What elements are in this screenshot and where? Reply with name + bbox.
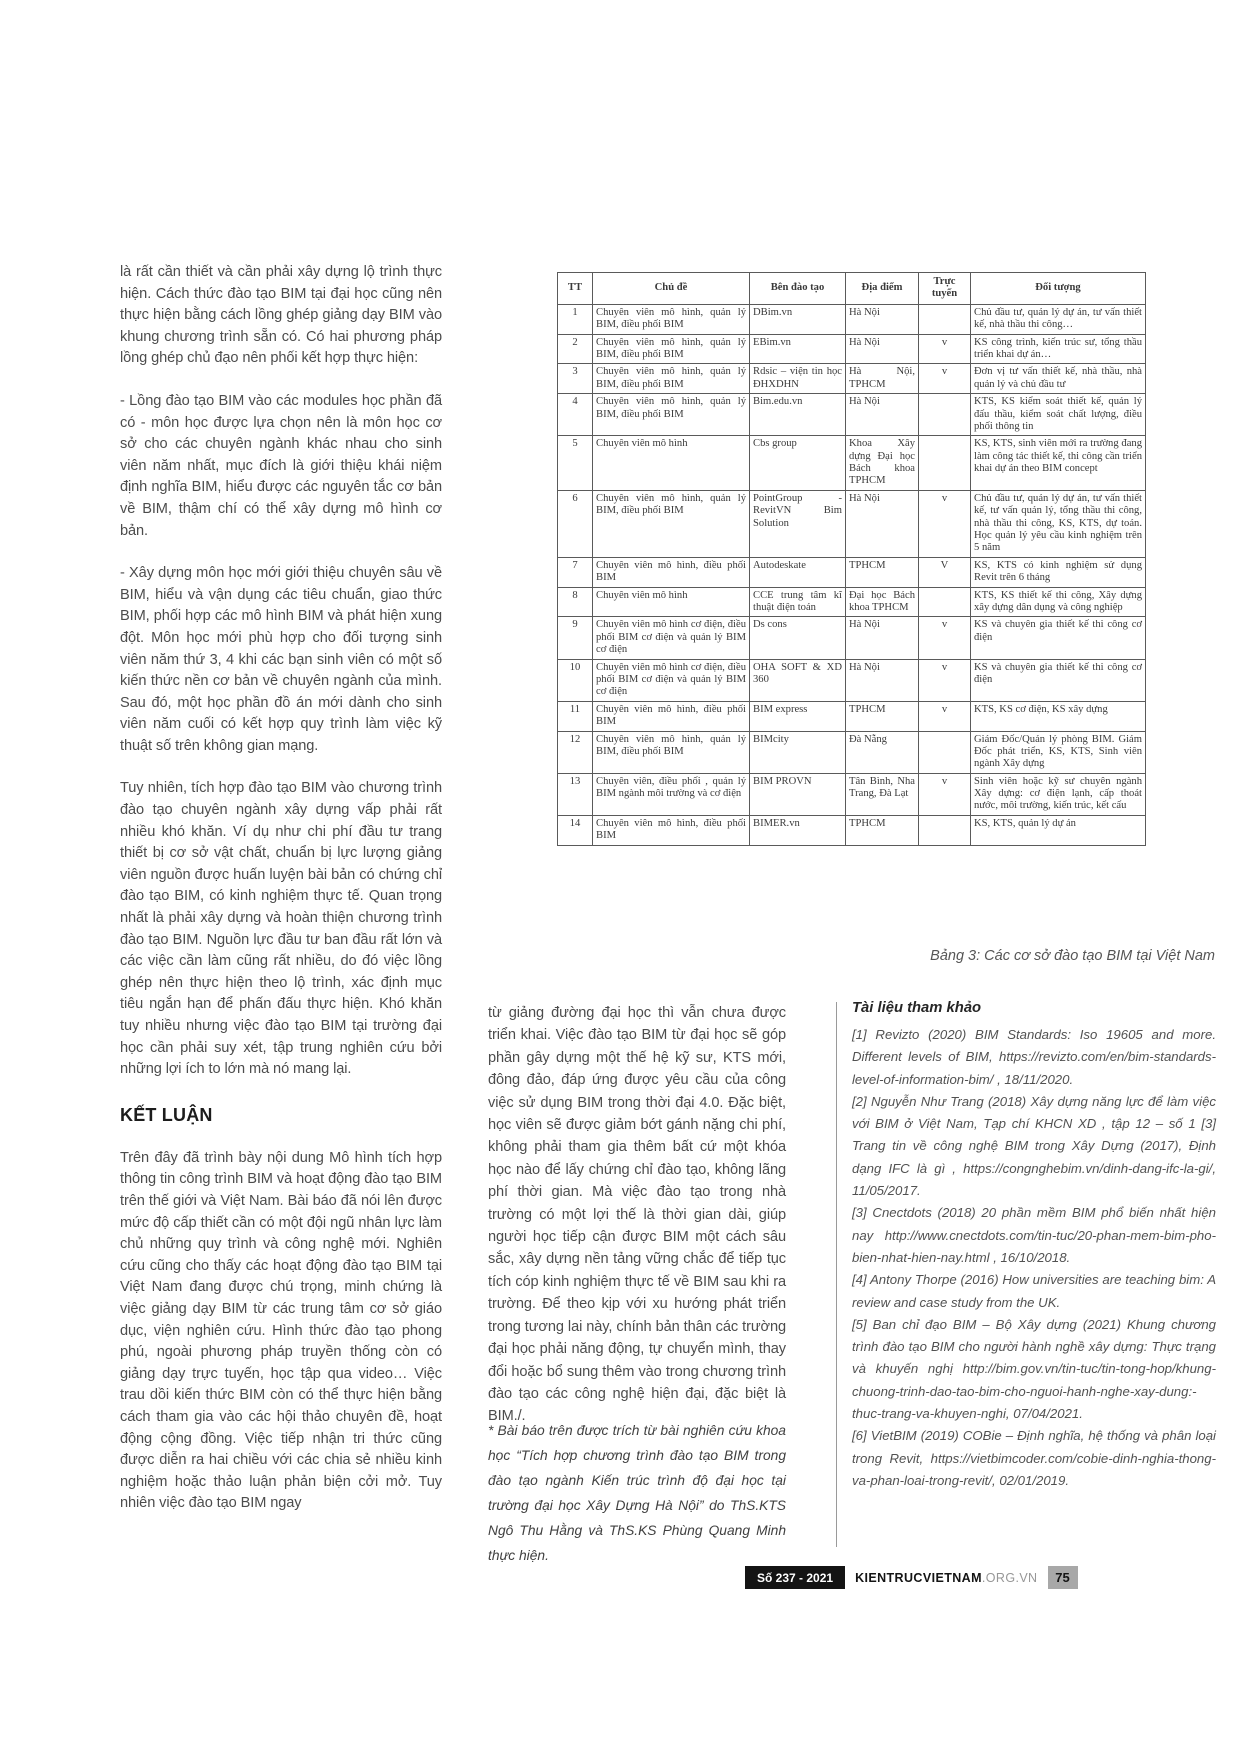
- table-cell: Khoa Xây dựng Đại học Bách khoa TPHCM: [846, 436, 919, 491]
- table-cell: Chuyên viên mô hình, điều phối BIM: [593, 557, 750, 587]
- table-cell: Chuyên viên mô hình cơ điện, điều phối BIM cơ điện và quản lý BIM cơ điện: [593, 659, 750, 701]
- table-cell: KTS, KS cơ điện, KS xây dựng: [971, 701, 1146, 731]
- table-header-cell: Địa điểm: [846, 273, 919, 305]
- table-cell: 9: [558, 617, 593, 659]
- conclusion-heading: KẾT LUẬN: [120, 1104, 213, 1125]
- table-cell: Chủ đầu tư, quản lý dự án, tư vấn thiết kế, nhà thầu thi công…: [971, 304, 1146, 334]
- body-paragraph: Tuy nhiên, tích hợp đào tạo BIM vào chương trình đào tạo chuyên ngành xây dựng vấp phải rất nhiều khó khăn. Ví dụ như chi phí đầu tư trang thiết bị cơ sở vật chất, chuẩn bị lực lượng giảng viên nguồn được huấn luyện bài bản có chứng chỉ đào tạo BIM, có kinh nghiệm thực tế. Quan trọng nhất là phải xây dựng và hoàn thiện chương trình đào tạo BIM. Nguồn lực đầu tư ban đầu rất lớn và các việc cần làm cũng rất nhiều, do đó việc lồng ghép nên thực hiện theo lộ trình, xác định mục tiêu ngắn hạn để phấn đấu thực hiện. Khó khăn tuy nhiều nhưng việc đào tạo BIM tại trường đại học cần phải suy xét, tập trung nghiên cứu bởi những lợi ích to lớn mà nó mang lại.: [120, 780, 442, 1078]
- table-caption: Bảng 3: Các cơ sở đào tạo BIM tại Việt Nam: [930, 948, 1215, 964]
- table-row: [558, 557, 1146, 587]
- table-row: [558, 334, 1146, 364]
- table-cell: KS, KTS có kinh nghiệm sử dụng Revit trên 6 tháng: [971, 557, 1146, 587]
- reference-item: [4] Antony Thorpe (2016) How universities are teaching bim: A review and case study from the UK.: [852, 1272, 1216, 1310]
- table-cell: 6: [558, 490, 593, 557]
- table-cell: KS, KTS, sinh viên mới ra trường đang làm công tác thiết kế, thi công cần triển khai dự án theo BIM concept: [971, 436, 1146, 491]
- middle-column: [488, 1002, 786, 1428]
- reference-list: [852, 1024, 1216, 1492]
- references-section: [852, 1000, 1216, 1492]
- table-cell: Hà Nội: [846, 659, 919, 701]
- table-region: [557, 272, 1145, 846]
- table-cell: OHA SOFT & XD 360: [750, 659, 846, 701]
- table-cell: Chuyên viên mô hình, quản lý BIM, điều phối BIM: [593, 490, 750, 557]
- reference-item: [6] VietBIM (2019) COBie – Định nghĩa, hệ thống và phân loại trong Revit, https://vietbimcoder.com/cobie-dinh-nghia-thong-va-phan-loai-trong-revit/, 02/01/2019.: [852, 1428, 1216, 1488]
- table-row: [558, 490, 1146, 557]
- table-cell: CCE trung tâm kĩ thuật điện toán: [750, 587, 846, 617]
- table-cell: BIMER.vn: [750, 815, 846, 845]
- table-cell: v: [919, 617, 971, 659]
- table-cell: Chuyên viên mô hình: [593, 436, 750, 491]
- body-paragraph: - Lồng đào tạo BIM vào các modules học phần đã có - môn học được lựa chọn nên là môn học cơ sở cho các chuyên ngành khác nhau cho sinh viên năm nhất, mục đích là giới thiệu khái niệm định nghĩa BIM, hiểu được các nguyên tắc cơ bản về BIM, thậm chí có thể xây dựng mô hình cơ bản.: [120, 392, 442, 539]
- table-cell: 1: [558, 304, 593, 334]
- table-cell: 5: [558, 436, 593, 491]
- table-cell: KS và chuyên gia thiết kế thi công cơ điện: [971, 659, 1146, 701]
- table-cell: KS, KTS, quản lý dự án: [971, 815, 1146, 845]
- table-cell: v: [919, 334, 971, 364]
- table-cell: 14: [558, 815, 593, 845]
- table-cell: Chuyên viên mô hình, quản lý BIM, điều phối BIM: [593, 334, 750, 364]
- left-column: [120, 262, 442, 1536]
- table-cell: Sinh viên hoặc kỹ sư chuyên ngành Xây dựng: cơ điện lạnh, cấp thoát nước, môi trường, kiến trúc, kết cấu: [971, 773, 1146, 815]
- table-row: [558, 731, 1146, 773]
- table-cell: [919, 436, 971, 491]
- page-footer: [745, 1566, 1078, 1589]
- table-row: [558, 617, 1146, 659]
- table-row: [558, 815, 1146, 845]
- table-cell: Chủ đầu tư, quản lý dự án, tư vấn thiết kế, tư vấn quản lý, tổng thầu thi công, nhà thầu thi công, KS, KTS, dự toán. Học quản lý yêu cầu kinh nghiệm trên 5 năm: [971, 490, 1146, 557]
- table-cell: Chuyên viên mô hình, quản lý BIM, điều phối BIM: [593, 304, 750, 334]
- table-cell: 2: [558, 334, 593, 364]
- site-name: [845, 1566, 1047, 1589]
- table-header-cell: Chủ đề: [593, 273, 750, 305]
- site-suffix: .ORG.VN: [981, 1570, 1038, 1585]
- table-cell: [919, 587, 971, 617]
- table-cell: Chuyên viên mô hình, quản lý BIM, điều phối BIM: [593, 731, 750, 773]
- table-cell: Hà Nội: [846, 304, 919, 334]
- table-cell: Rdsic – viện tin học ĐHXDHN: [750, 364, 846, 394]
- table-cell: KS công trình, kiến trúc sư, tổng thầu triển khai dự án…: [971, 334, 1146, 364]
- table-row: [558, 304, 1146, 334]
- table-header-cell: Đối tượng: [971, 273, 1146, 305]
- column-divider: [836, 1002, 837, 1547]
- table-cell: PointGroup - RevitVN Bim Solution: [750, 490, 846, 557]
- table-cell: 4: [558, 394, 593, 436]
- table-cell: 11: [558, 701, 593, 731]
- table-cell: 7: [558, 557, 593, 587]
- table-cell: 10: [558, 659, 593, 701]
- bim-training-table: [557, 272, 1146, 846]
- table-cell: TPHCM: [846, 557, 919, 587]
- table-row: [558, 659, 1146, 701]
- table-cell: BIM express: [750, 701, 846, 731]
- table-cell: KS và chuyên gia thiết kế thi công cơ điện: [971, 617, 1146, 659]
- reference-item: [2] Nguyễn Như Trang (2018) Xây dựng năng lực để làm việc với BIM ở Việt Nam, Tạp chí KHCN XD , tập 12 – số 1 [3] Trang tin về công nghệ BIM trong Xây Dựng (2017), Định dạng IFC là gì , https://congnghebim.vn/dinh-dang-ifc-la-gi/, 11/05/2017.: [852, 1093, 1216, 1199]
- table-cell: v: [919, 364, 971, 394]
- table-cell: TPHCM: [846, 815, 919, 845]
- table-cell: 3: [558, 364, 593, 394]
- table-cell: Chuyên viên mô hình, quản lý BIM, điều phối BIM: [593, 364, 750, 394]
- table-cell: Hà Nội: [846, 394, 919, 436]
- table-cell: 12: [558, 731, 593, 773]
- table-cell: Cbs group: [750, 436, 846, 491]
- table-header-cell: Bên đào tạo: [750, 273, 846, 305]
- table-cell: v: [919, 773, 971, 815]
- left-column-paragraphs: [120, 262, 442, 1081]
- table-cell: Hà Nội: [846, 617, 919, 659]
- table-cell: Chuyên viên mô hình, điều phối BIM: [593, 701, 750, 731]
- table-cell: v: [919, 490, 971, 557]
- table-cell: Bim.edu.vn: [750, 394, 846, 436]
- page-number: 75: [1048, 1566, 1078, 1589]
- table-cell: V: [919, 557, 971, 587]
- references-heading: Tài liệu tham khảo: [852, 1000, 982, 1016]
- table-cell: Tân Bình, Nha Trang, Đà Lạt: [846, 773, 919, 815]
- body-paragraph: - Xây dựng môn học mới giới thiệu chuyên sâu về BIM, hiểu và vận dụng các tiêu chuẩn, giao thức BIM, phối hợp các mô hình BIM và phát hiện xung đột. Môn học mới phù hợp cho đối tượng sinh viên năm thứ 3, 4 khi các bạn sinh viên có một số kiến thức nền cơ bản về chuyên ngành của mình. Sau đó, một học phần đồ án mới dành cho sinh viên năm cuối có kết hợp quy trình làm việc kỹ thuật số trên không gian mạng.: [120, 565, 442, 754]
- table-header-cell: Trực tuyến: [919, 273, 971, 305]
- table-body: [558, 304, 1146, 845]
- table-cell: Ds cons: [750, 617, 846, 659]
- table-header-row: [558, 273, 1146, 305]
- table-row: [558, 587, 1146, 617]
- table-cell: Đại học Bách khoa TPHCM: [846, 587, 919, 617]
- table-cell: v: [919, 659, 971, 701]
- reference-item: [5] Ban chỉ đạo BIM – Bộ Xây dựng (2021) Khung chương trình đào tạo BIM cho người hành nghề xây dựng: Thực trạng và khuyến nghị http://bim.gov.vn/tin-tuc/tin-tong-hop/khung-chuong-trinh-dao-tao-bim-cho-nguoi-hanh-nghe-xay-dung:-thuc-trang-va-khuyen-nghi, 07/04/2021.: [852, 1316, 1216, 1422]
- footnote: * Bài báo trên được trích từ bài nghiên cứu khoa học “Tích hợp chương trình đào tạo BIM trong đào tạo ngành Kiến trúc trình độ đại học tại trường đại học Xây Dựng Hà Nội” do ThS.KTS Ngô Thu Hằng và ThS.KS Phùng Quang Minh thực hiện.: [488, 1423, 786, 1563]
- table-cell: Autodeskate: [750, 557, 846, 587]
- middle-column-paragraph: từ giảng đường đại học thì vẫn chưa được triển khai. Việc đào tạo BIM từ đại học sẽ góp phần gây dựng một thế hệ kỹ sư, KTS mới, đông đảo, đáp ứng được yêu cầu của công việc sử dụng BIM trong thời đại 4.0. Đặc biệt, học viên sẽ được giảm bớt gánh nặng chi phí, không phải tham gia thêm bất cứ một khóa học nào để lấy chứng chỉ đào tạo, không lãng phí thời gian. Mà việc đào tạo trong nhà trường có một lợi thế là thời gian dài, giúp người học tiếp cận được BIM một cách sâu sắc, xây dựng nền tảng vững chắc để tiếp tục tích cóp kinh nghiệm thực tế về BIM sau khi ra trường. Để theo kịp với xu hướng phát triển trong tương lai này, chính bản thân các trường đại học phải năng động, tự chuyển mình, thay đổi hoặc bổ sung thêm vào trong chương trình đào tạo các công nghệ hiện đại, đặc biệt là BIM./.: [488, 1005, 786, 1425]
- table-cell: Giám Đốc/Quản lý phòng BIM. Giám Đốc phát triển, KS, KTS, Sinh viên ngành Xây dựng: [971, 731, 1146, 773]
- table-cell: 13: [558, 773, 593, 815]
- reference-item: [3] Cnectdots (2018) 20 phần mềm BIM phổ biến nhất hiện nay http://www.cnectdots.com/tin-tuc/20-phan-mem-bim-pho-bien-nhat-hien-nay.html , 16/10/2018.: [852, 1205, 1216, 1265]
- table-cell: 8: [558, 587, 593, 617]
- body-paragraph: là rất cần thiết và cần phải xây dựng lộ trình thực hiện. Cách thức đào tạo BIM tại đại học cũng nên thực hiện bằng cách lồng ghép giảng dạy BIM vào khung chương trình sẵn có. Có hai phương pháp lồng ghép chủ đạo nên phối kết hợp thực hiện:: [120, 264, 442, 367]
- issue-label: Số 237 - 2021: [745, 1566, 845, 1589]
- table-cell: [919, 731, 971, 773]
- table-cell: KTS, KS thiết kế thi công, Xây dựng xây dựng dân dụng và công nghiệp: [971, 587, 1146, 617]
- table-cell: Chuyên viên mô hình, điều phối BIM: [593, 815, 750, 845]
- table-row: [558, 394, 1146, 436]
- table-cell: Đơn vị tư vấn thiết kế, nhà thầu, nhà quản lý và chủ đầu tư: [971, 364, 1146, 394]
- table-cell: TPHCM: [846, 701, 919, 731]
- table-cell: v: [919, 701, 971, 731]
- conclusion-paragraph: Trên đây đã trình bày nội dung Mô hình tích hợp thông tin công trình BIM và hoạt động đào tạo BIM trên thế giới và Việt Nam. Bài báo đã nói lên được mức độ cấp thiết cần có một đội ngũ nhân lực làm chủ những quy trình và công nghệ mới. Nghiên cứu cũng cho thấy các hoạt động đào tạo BIM tại Việt Nam đang được chú trọng, minh chứng là việc giảng dạy BIM từ các trung tâm cơ sở giáo dục, viện nghiên cứu. Hình thức đào tạo phong phú, ngoài phương pháp truyền thống còn có giảng dạy trực tuyến, học tập qua video… Việc trau dồi kiến thức BIM còn có thể thực hiện bằng cách tham gia vào các hội thảo chuyên đề, hoạt động cộng đồng. Việc tiếp nhận tri thức cũng được diễn ra hai chiều với các chia sẻ nhiều kinh nghiệm hoặc thảo luận phản biện cởi mở. Tuy nhiên việc đào tạo BIM ngay: [120, 1149, 442, 1512]
- table-cell: Đà Nẵng: [846, 731, 919, 773]
- table-cell: Hà Nội: [846, 334, 919, 364]
- table-cell: Chuyên viên mô hình, quản lý BIM, điều phối BIM: [593, 394, 750, 436]
- table-cell: DBim.vn: [750, 304, 846, 334]
- reference-item: [1] Revizto (2020) BIM Standards: Iso 19605 and more. Different levels of BIM, https://revizto.com/en/bim-standards-level-of-information-bim/ , 18/11/2020.: [852, 1027, 1216, 1087]
- table-cell: KTS, KS kiểm soát thiết kế, quản lý đấu thầu, kiểm soát chất lượng, điều phối thông tin: [971, 394, 1146, 436]
- table-cell: BIMcity: [750, 731, 846, 773]
- table-row: [558, 701, 1146, 731]
- table-cell: Chuyên viên, điều phối , quản lý BIM ngành môi trường và cơ điện: [593, 773, 750, 815]
- table-row: [558, 773, 1146, 815]
- table-cell: [919, 304, 971, 334]
- table-cell: Hà Nội: [846, 490, 919, 557]
- site-brand: KIENTRUCVIETNAM: [855, 1570, 982, 1585]
- table-header-cell: TT: [558, 273, 593, 305]
- table-cell: Hà Nội, TPHCM: [846, 364, 919, 394]
- table-cell: Chuyên viên mô hình cơ điện, điều phối BIM cơ điện và quản lý BIM cơ điện: [593, 617, 750, 659]
- table-row: [558, 364, 1146, 394]
- table-cell: [919, 394, 971, 436]
- table-row: [558, 436, 1146, 491]
- table-cell: [919, 815, 971, 845]
- table-cell: BIM PROVN: [750, 773, 846, 815]
- table-cell: EBim.vn: [750, 334, 846, 364]
- table-cell: Chuyên viên mô hình: [593, 587, 750, 617]
